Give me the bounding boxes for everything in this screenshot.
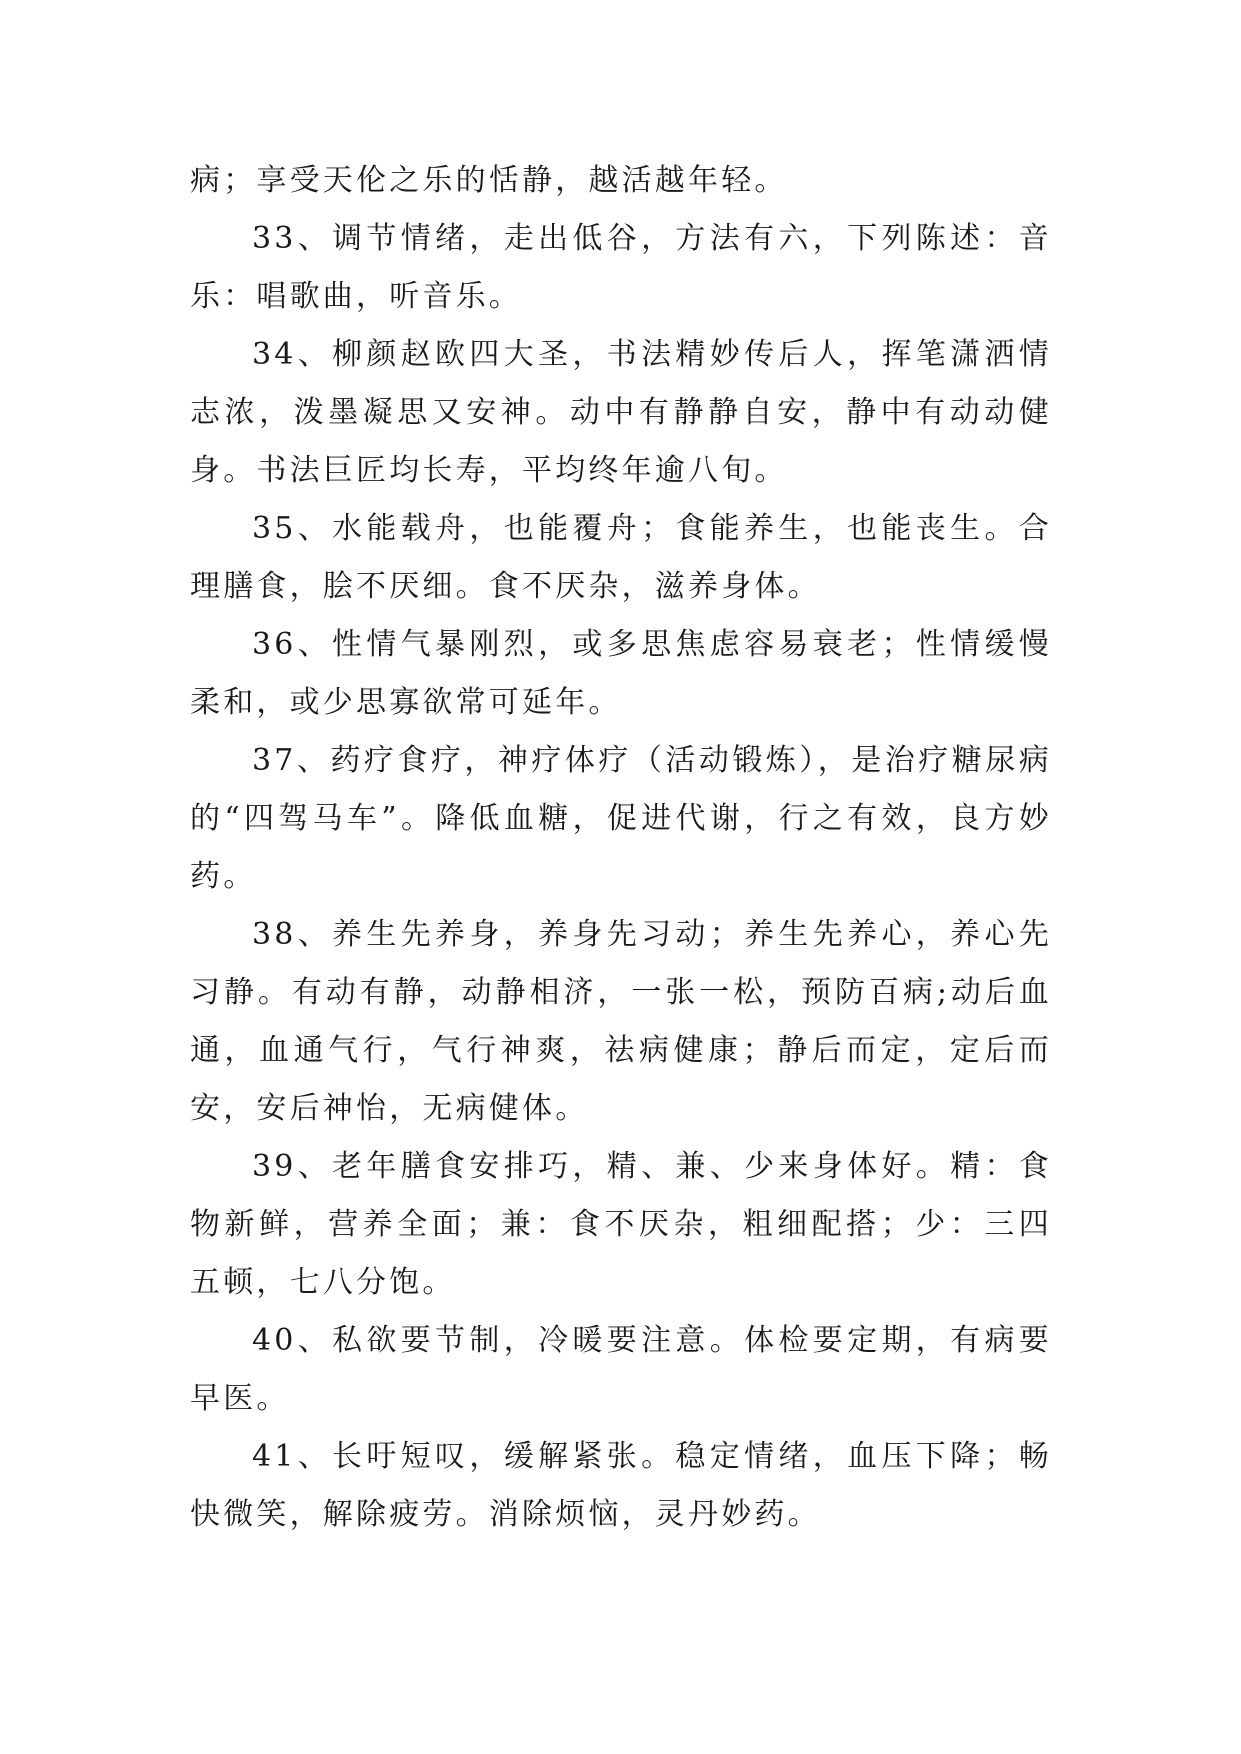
paragraph-continued: 病；享受天伦之乐的恬静，越活越年轻。 — [190, 163, 788, 198]
paragraph-40: 40、私欲要节制，冷暖要注意。体检要定期，有病要早医。 — [190, 1323, 1052, 1416]
paragraph-41: 41、长吁短叹，缓解紧张。稳定情绪，血压下降；畅快微笑，解除疲劳。消除烦恼，灵丹妙药。 — [190, 1439, 1052, 1532]
paragraph-36: 36、性情气暴刚烈，或多思焦虑容易衰老；性情缓慢柔和，或少思寡欲常可延年。 — [190, 627, 1052, 720]
paragraph-35: 35、水能载舟，也能覆舟；食能养生，也能丧生。合理膳食，脍不厌细。食不厌杂，滋养身体。 — [190, 511, 1052, 604]
paragraph-39: 39、老年膳食安排巧，精、兼、少来身体好。精：食物新鲜，营养全面；兼：食不厌杂，粗细配搭；少：三四五顿，七八分饱。 — [190, 1149, 1052, 1300]
paragraph-33: 33、调节情绪，走出低谷，方法有六，下列陈述：音乐：唱歌曲，听音乐。 — [190, 221, 1052, 314]
document-page — [190, 152, 1052, 1544]
paragraph-37: 37、药疗食疗，神疗体疗（活动锻炼），是治疗糖尿病的“四驾马车”。降低血糖，促进代谢，行之有效，良方妙药。 — [190, 743, 1052, 894]
paragraph-38: 38、养生先养身，养身先习动；养生先养心，养心先习静。有动有静，动静相济，一张一松，预防百病;动后血通，血通气行，气行神爽，祛病健康；静后而定，定后而安，安后神怡，无病健体。 — [190, 917, 1052, 1126]
paragraph-34: 34、柳颜赵欧四大圣，书法精妙传后人，挥笔潇洒情志浓，泼墨凝思又安神。动中有静静自安，静中有动动健身。书法巨匠均长寿，平均终年逾八旬。 — [190, 337, 1052, 488]
